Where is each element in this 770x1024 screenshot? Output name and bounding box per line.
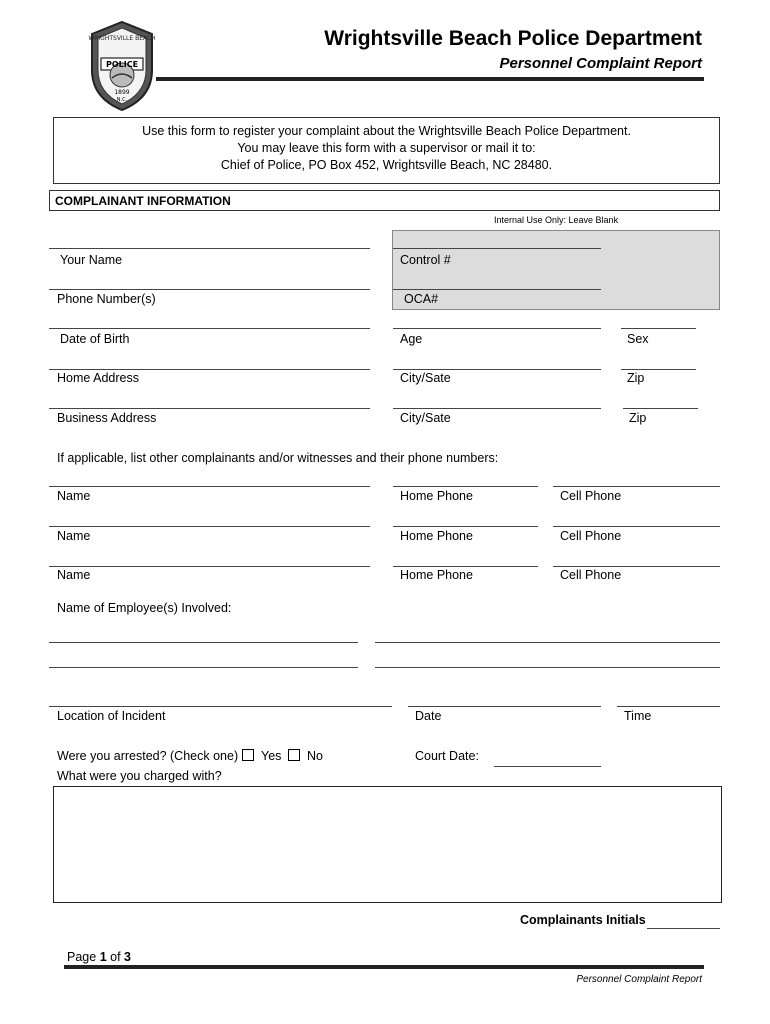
incident-location-label: Location of Incident — [57, 709, 166, 723]
incident-date-field[interactable] — [408, 706, 601, 707]
witness-name-label: Name — [57, 568, 91, 582]
witness-name-field[interactable] — [49, 526, 370, 527]
control-number-field[interactable] — [393, 248, 601, 249]
svg-text:N.C.: N.C. — [116, 97, 128, 103]
date-of-birth-field[interactable] — [49, 328, 370, 329]
charges-text-area[interactable] — [53, 786, 722, 903]
court-date-field[interactable] — [494, 766, 601, 767]
department-logo — [88, 20, 156, 112]
home-city-state-label: City/Sate — [400, 371, 451, 385]
witness-cell-phone-label: Cell Phone — [560, 489, 622, 503]
business-zip-field[interactable] — [623, 408, 698, 409]
age-label: Age — [400, 332, 423, 346]
arrested-yes-label: Yes — [261, 749, 282, 763]
header-divider — [156, 77, 704, 81]
page-subtitle: Personnel Complaint Report — [499, 55, 702, 72]
complainant-initials-label: Complainants Initials — [520, 913, 646, 927]
witness-home-phone-field[interactable] — [393, 526, 538, 527]
page-number — [67, 950, 131, 964]
date-of-birth-label: Date of Birth — [60, 332, 130, 346]
employee-field[interactable] — [375, 667, 720, 668]
section-complainant-information: COMPLAINANT INFORMATION — [49, 190, 720, 211]
incident-time-field[interactable] — [617, 706, 720, 707]
page-total: 3 — [124, 950, 131, 964]
control-number-label: Control # — [400, 253, 451, 267]
employees-involved-label: Name of Employee(s) Involved: — [57, 601, 232, 615]
employee-field[interactable] — [49, 642, 358, 643]
incident-time-label: Time — [624, 709, 652, 723]
intro-line-1: Use this form to register your complaint about the Wrightsville Beach Police Department. — [142, 124, 631, 138]
page-current: 1 — [99, 950, 107, 964]
sex-field[interactable] — [621, 328, 696, 329]
witness-name-label: Name — [57, 529, 91, 543]
witness-cell-phone-label: Cell Phone — [560, 529, 622, 543]
home-address-label: Home Address — [57, 371, 139, 385]
page-title: Wrightsville Beach Police Department — [324, 27, 702, 50]
witness-cell-phone-field[interactable] — [553, 486, 720, 487]
your-name-field[interactable] — [49, 248, 370, 249]
phone-number-field[interactable] — [49, 289, 370, 290]
your-name-label: Your Name — [60, 253, 123, 267]
age-field[interactable] — [393, 328, 601, 329]
intro-line-2: You may leave this form with a supervisor or mail it to: — [237, 141, 536, 155]
witness-name-field[interactable] — [49, 566, 370, 567]
witness-cell-phone-field[interactable] — [553, 526, 720, 527]
svg-text:1899: 1899 — [114, 89, 130, 96]
witness-home-phone-label: Home Phone — [400, 489, 473, 503]
court-date-label: Court Date: — [415, 749, 479, 763]
arrested-no-label: No — [307, 749, 323, 763]
witness-name-label: Name — [57, 489, 91, 503]
business-address-label: Business Address — [57, 411, 157, 425]
intro-box — [53, 117, 720, 184]
business-address-field[interactable] — [49, 408, 370, 409]
complainant-initials-field[interactable] — [647, 928, 720, 929]
business-zip-label: Zip — [629, 411, 647, 425]
witness-home-phone-label: Home Phone — [400, 529, 473, 543]
intro-line-3: Chief of Police, PO Box 452, Wrightsville Beach, NC 28480. — [220, 158, 553, 172]
witness-home-phone-label: Home Phone — [400, 568, 473, 582]
witness-name-field[interactable] — [49, 486, 370, 487]
oca-number-field[interactable] — [393, 289, 601, 290]
witness-prompt: If applicable, list other complainants and/or witnesses and their phone numbers: — [57, 451, 499, 465]
home-zip-field[interactable] — [621, 369, 696, 370]
phone-number-label: Phone Number(s) — [57, 292, 156, 306]
employee-field[interactable] — [49, 667, 358, 668]
footer-divider — [64, 965, 704, 969]
footer-form-name: Personnel Complaint Report — [576, 974, 702, 985]
witness-cell-phone-label: Cell Phone — [560, 568, 622, 582]
employee-field[interactable] — [375, 642, 720, 643]
arrested-yes-checkbox[interactable] — [242, 749, 254, 761]
witness-cell-phone-field[interactable] — [553, 566, 720, 567]
business-city-state-label: City/Sate — [400, 411, 451, 425]
internal-use-box — [392, 230, 720, 310]
incident-location-field[interactable] — [49, 706, 392, 707]
home-city-state-field[interactable] — [393, 369, 601, 370]
incident-date-label: Date — [415, 709, 442, 723]
svg-text:WRIGHTSVILLE BEACH: WRIGHTSVILLE BEACH — [88, 35, 156, 42]
svg-text:POLICE: POLICE — [105, 60, 139, 69]
business-city-state-field[interactable] — [393, 408, 601, 409]
witness-home-phone-field[interactable] — [393, 486, 538, 487]
arrested-question: Were you arrested? (Check one) — [57, 749, 239, 763]
witness-home-phone-field[interactable] — [393, 566, 538, 567]
home-address-field[interactable] — [49, 369, 370, 370]
page-prefix: Page — [67, 950, 97, 964]
home-zip-label: Zip — [627, 371, 645, 385]
page-of: of — [110, 950, 121, 964]
oca-number-label: OCA# — [404, 292, 439, 306]
charged-with-label: What were you charged with? — [57, 769, 222, 783]
sex-label: Sex — [627, 332, 649, 346]
arrested-no-checkbox[interactable] — [288, 749, 300, 761]
internal-use-note: Internal Use Only: Leave Blank — [494, 215, 619, 225]
